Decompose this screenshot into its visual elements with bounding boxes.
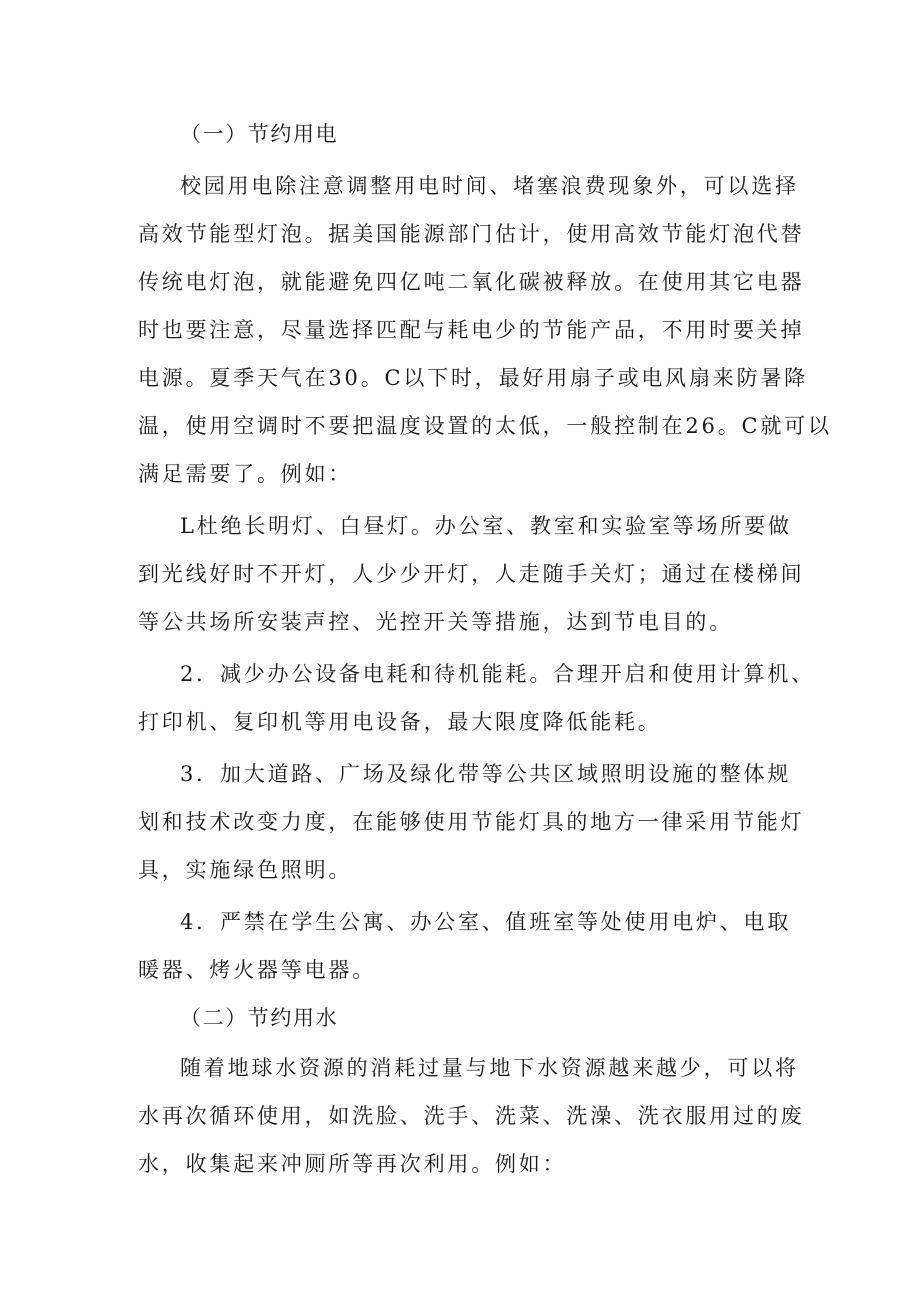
text-line: 暖器、烤火器等电器。 [138,958,376,982]
text-line: 传统电灯泡，就能避免四亿吨二氧化碳被释放。在使用其它电器 [138,270,805,294]
section-heading-water: （二）节约用水 [180,1006,339,1030]
section-heading-electricity: （一）节约用电 [180,122,339,146]
text-line: 校园用电除注意调整用电时间、堵塞浪费现象外，可以选择 [180,174,799,198]
text-line: 温，使用空调时不要把温度设置的太低，一般控制在26。C就可以 [138,414,832,438]
text-line: 水，收集起来冲厕所等再次利用。例如： [138,1152,567,1176]
text-line: 打印机、复印机等用电设备，最大限度降低能耗。 [138,710,662,734]
text-line: 4．严禁在学生公寓、办公室、值班室等处使用电炉、电取 [180,910,792,934]
text-line: 具，实施绿色照明。 [138,858,353,882]
text-line: 电源。夏季天气在30。C以下时，最好用扇子或电风扇来防暑降 [138,366,808,390]
text-line: 水再次循环使用，如洗脸、洗手、洗菜、洗澡、洗衣服用过的废 [138,1104,805,1128]
text-line: 随着地球水资源的消耗过量与地下水资源越来越少，可以将 [180,1056,799,1080]
text-line: 到光线好时不开灯，人少少开灯，人走随手关灯；通过在楼梯间 [138,562,805,586]
text-line: 满足需要了。例如： [138,462,353,486]
text-line: 划和技术改变力度，在能够使用节能灯具的地方一律采用节能灯 [138,810,805,834]
text-line: L杜绝长明灯、白昼灯。办公室、教室和实验室等场所要做 [180,514,792,538]
text-line: 2．减少办公设备电耗和待机能耗。合理开启和使用计算机、 [180,662,815,686]
text-line: 高效节能型灯泡。据美国能源部门估计，使用高效节能灯泡代替 [138,222,805,246]
text-line: 3．加大道路、广场及绿化带等公共区域照明设施的整体规 [180,762,792,786]
text-line: 等公共场所安装声控、光控开关等措施，达到节电目的。 [138,610,733,634]
text-line: 时也要注意，尽量选择匹配与耗电少的节能产品，不用时要关掉 [138,318,805,342]
